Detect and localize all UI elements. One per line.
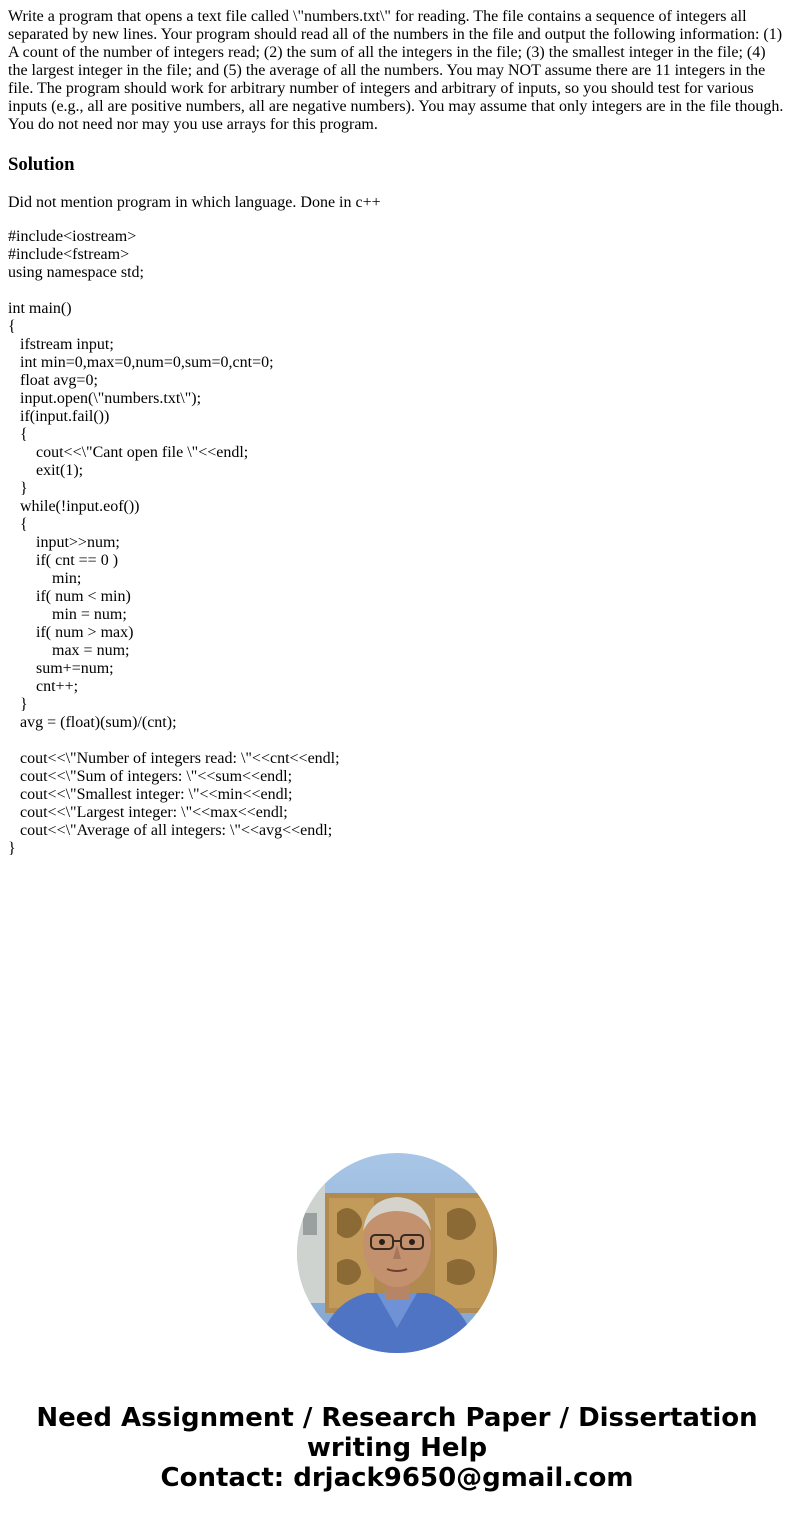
solution-intro: Did not mention program in which language. Done in c++	[8, 194, 381, 211]
code-line: }	[8, 480, 28, 497]
code-line: cout<<\"Sum of integers: \"<<sum<<endl;	[8, 768, 293, 785]
code-line: max = num;	[8, 642, 130, 659]
code-line: #include<fstream>	[8, 246, 130, 263]
solution-heading: Solution	[8, 154, 75, 175]
code-line: float avg=0;	[8, 372, 98, 389]
code-line: avg = (float)(sum)/(cnt);	[8, 714, 177, 731]
code-line: cout<<\"Largest integer: \"<<max<<endl;	[8, 804, 288, 821]
code-line: {	[8, 318, 16, 335]
author-photo	[297, 1153, 497, 1353]
code-line: int main()	[8, 300, 72, 317]
question-text: Write a program that opens a text file called \"numbers.txt\" for reading. The file contains a sequence of integers all separated by new lines. Your program should read all of the numbers in the file and output the following information: (1) A count of the number of integers read; (2) the sum of all the integers in the file; (3) the smallest integer in the file; (4) the largest integer in the file; and (5) the average of all the numbers. You may NOT assume there are 11 integers in the file. The program should work for arbitrary number of integers and arbitrary of inputs, so you should test for various inputs (e.g., all are positive numbers, all are negative numbers). You may assume that only integers are in the file though. You do not need nor may you use arrays for this program.	[8, 8, 784, 133]
code-line: if( num > max)	[8, 624, 134, 641]
code-line: cnt++;	[8, 678, 79, 695]
footer-contact[interactable]: Contact: drjack9650@gmail.com	[160, 1463, 634, 1493]
code-line	[8, 732, 786, 750]
code-line: }	[8, 840, 16, 857]
code-block	[8, 228, 786, 858]
code-line: if( num < min)	[8, 588, 131, 605]
code-line: cout<<\"Average of all integers: \"<<avg<<endl;	[8, 822, 333, 839]
code-line: input>>num;	[8, 534, 120, 551]
author-photo-image	[297, 1153, 497, 1353]
code-line: sum+=num;	[8, 660, 114, 677]
code-line: ifstream input;	[8, 336, 114, 353]
code-line: if(input.fail())	[8, 408, 110, 425]
code-line: min = num;	[8, 606, 127, 623]
code-line: min;	[8, 570, 82, 587]
document-body	[8, 8, 786, 858]
footer-banner	[0, 1403, 794, 1493]
code-line	[8, 282, 786, 300]
code-line: #include<iostream>	[8, 228, 137, 245]
code-line: input.open(\"numbers.txt\");	[8, 390, 202, 407]
code-line: cout<<\"Cant open file \"<<endl;	[8, 444, 249, 461]
code-line: exit(1);	[8, 462, 84, 479]
code-line: }	[8, 696, 28, 713]
footer-line-2: writing Help	[306, 1433, 488, 1463]
code-line: while(!input.eof())	[8, 498, 140, 515]
footer-line-1: Need Assignment / Research Paper / Dissertation	[36, 1403, 758, 1433]
code-line: cout<<\"Smallest integer: \"<<min<<endl;	[8, 786, 293, 803]
code-line: {	[8, 426, 28, 443]
code-line: {	[8, 516, 28, 533]
code-line: cout<<\"Number of integers read: \"<<cnt<<endl;	[8, 750, 340, 767]
code-line: if( cnt == 0 )	[8, 552, 119, 569]
code-line: int min=0,max=0,num=0,sum=0,cnt=0;	[8, 354, 274, 371]
code-line: using namespace std;	[8, 264, 144, 281]
